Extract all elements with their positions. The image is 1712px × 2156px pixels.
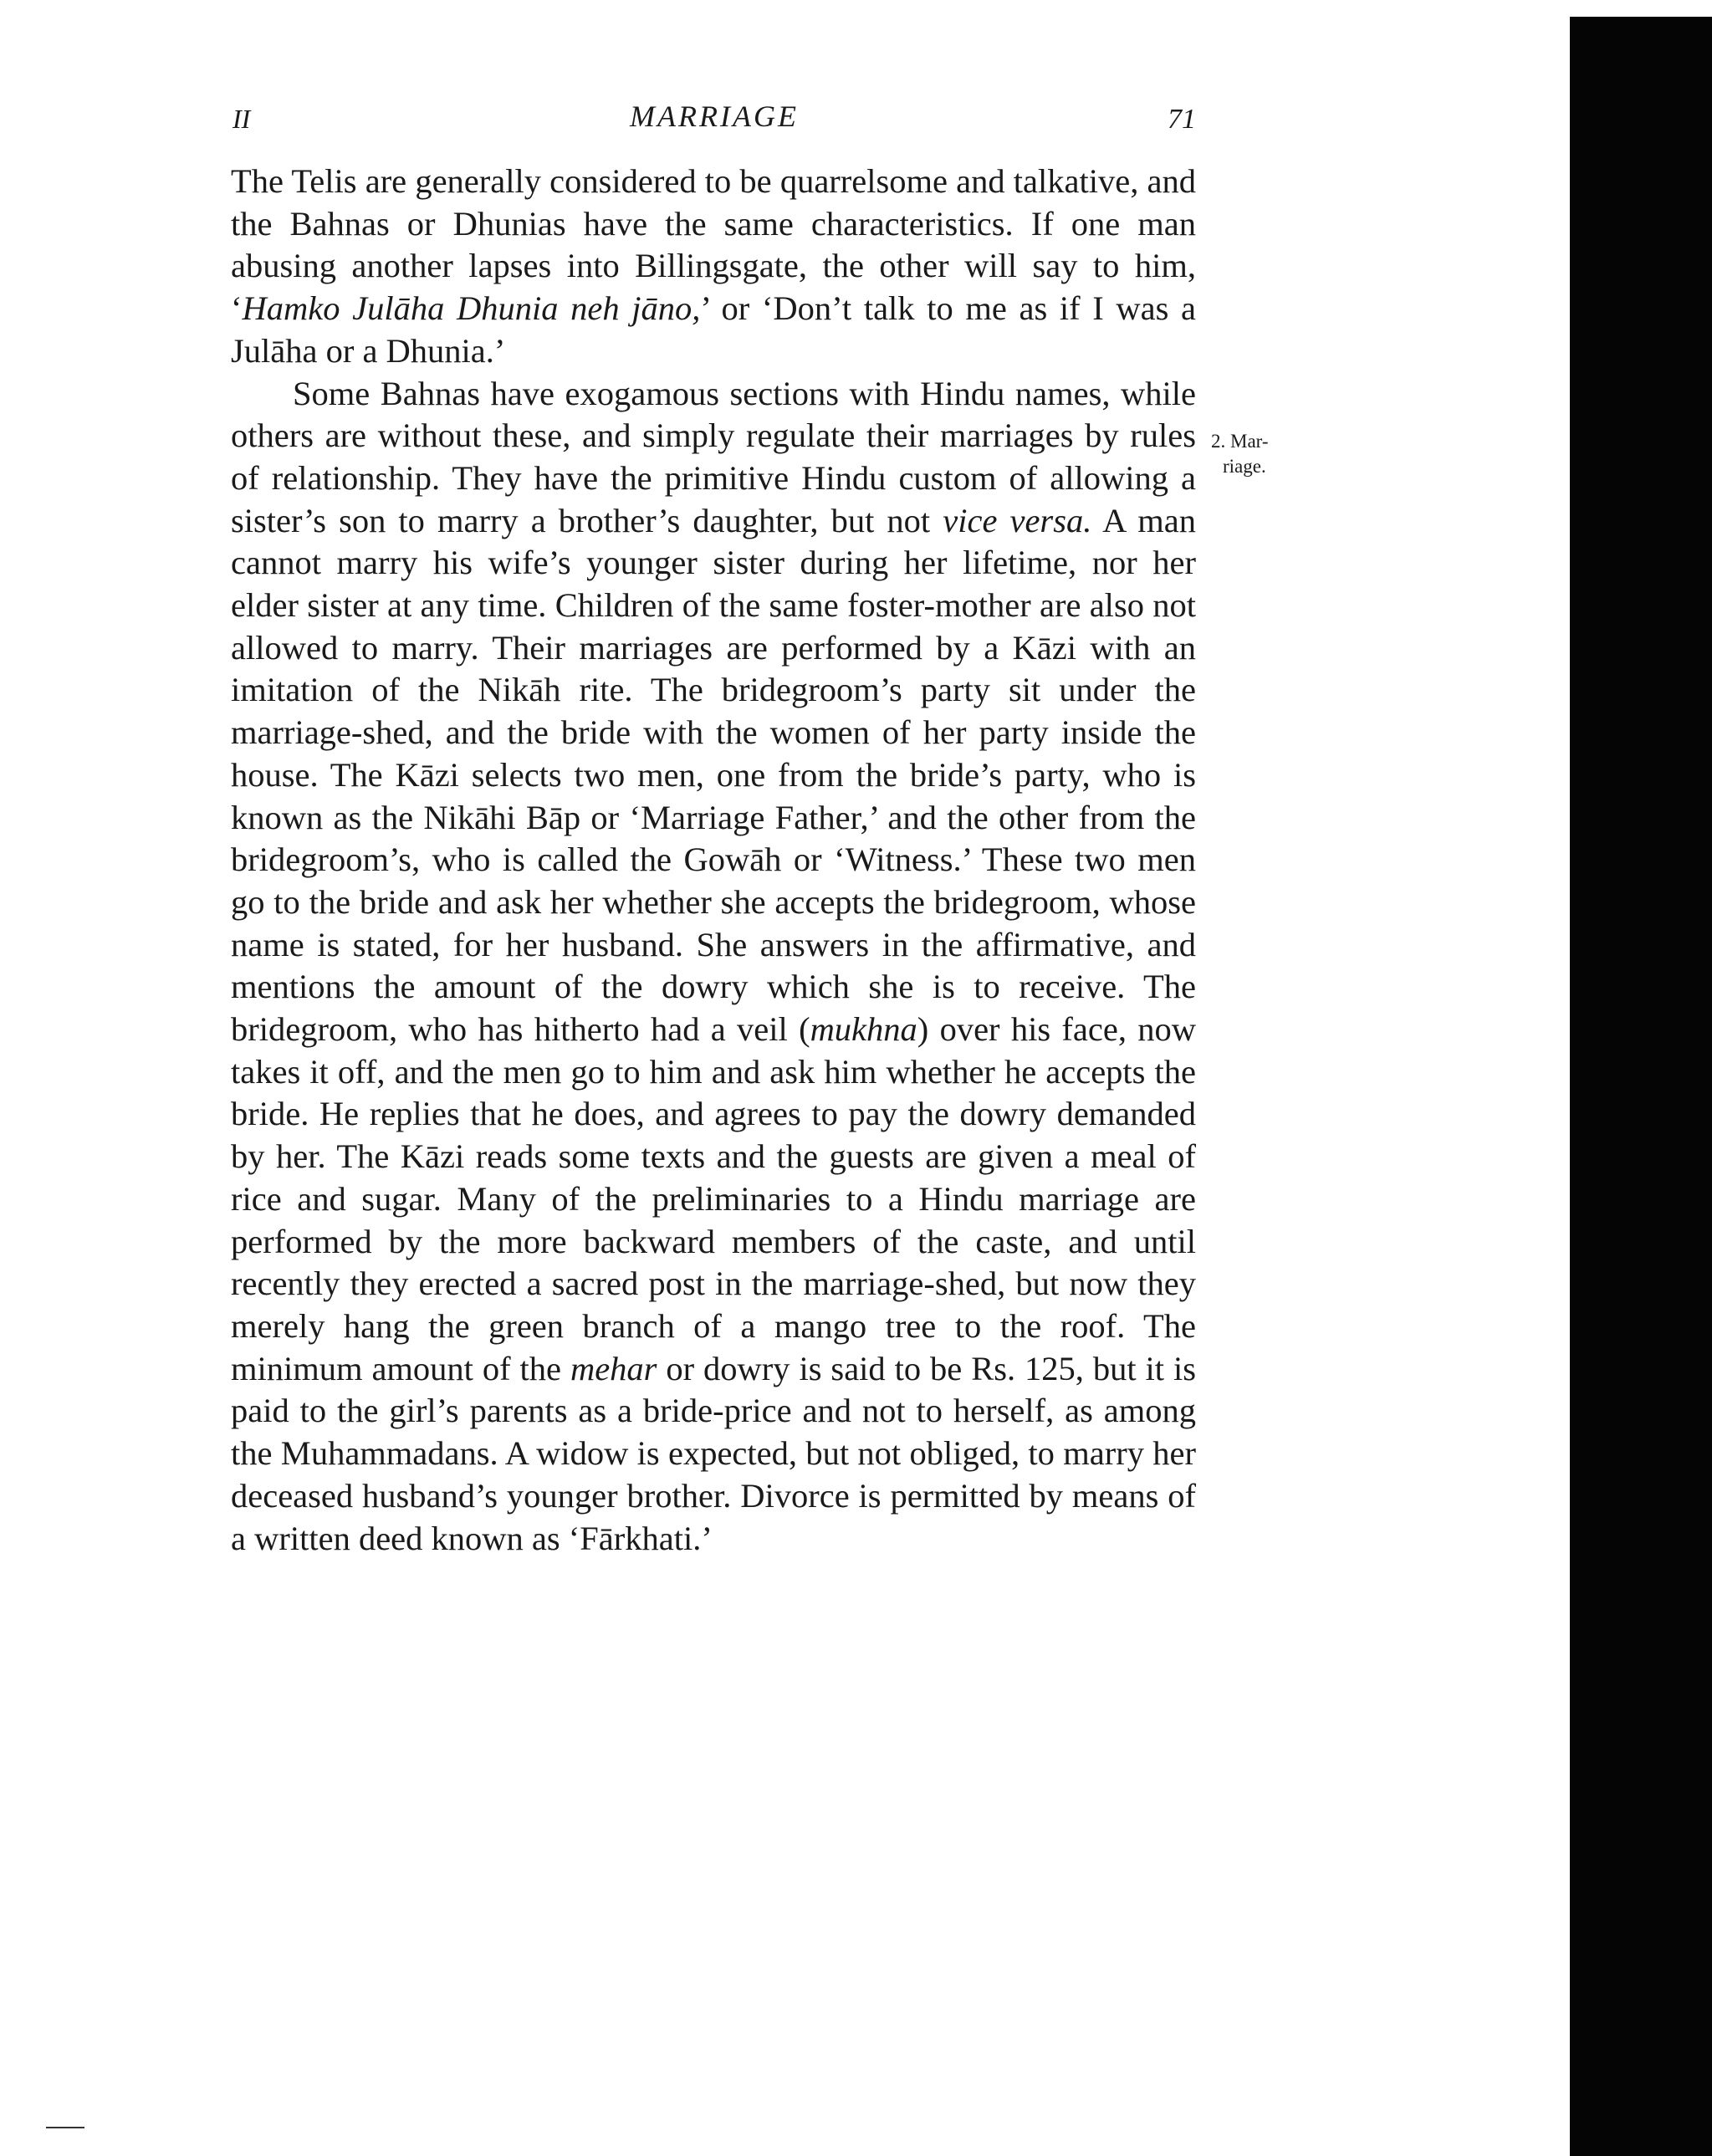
marginal-note-line: 2. Mar- [1211, 431, 1269, 452]
body-text [231, 161, 1196, 1560]
italic-term: vice versa. [943, 501, 1092, 539]
paragraph-text: ’ or ‘Don’t talk to me as if I was a Julāha or a Dhunia.’ [231, 289, 1196, 370]
paragraph-text: The Telis are generally considered to be quarrelsome and talkative, and the Bahnas or Dhunias have the same characteristics. If one man abusing another lapses into Billingsgate, the other will say to him, ‘ [231, 162, 1196, 328]
paragraph-marriage [231, 373, 1196, 1561]
marginal-note-line: riage. [1223, 456, 1266, 477]
page-number: 71 [1168, 104, 1196, 135]
chapter-number: II [233, 104, 251, 134]
running-title: MARRIAGE [630, 100, 799, 133]
italic-quote: Hamko Julāha Dhunia neh jāno, [242, 289, 701, 328]
paragraph-text: ) over his face, now takes it off, and the men go to him and ask him whether he accepts the bride. He replies that he does, and agrees to pay the dowry demanded by her. The Kāzi reads some texts and the guests are given a meal of rice and sugar. Many of the preliminaries to a Hindu marriage are performed by the more backward members of the caste, and until recently they erected a sacred post in the marriage-shed, but now they merely hang the green branch of a mango tree to the roof. The minimum amount of the [231, 1010, 1197, 1387]
italic-term: mukhna [810, 1010, 917, 1049]
paragraph-text: Some Bahnas have exogamous sections with Hindu names, while others are without these, and simply regulate their marriages by rules of relationship. They have the primitive Hindu custom of allowing a sister’s son to marry a brother’s daughter, but not [231, 374, 1196, 539]
paragraph-text: or dowry is said to be Rs. 125, but it is paid to the girl’s parents as a bride-price and not to herself, as among the Muhammadans. A widow is expected, but not obliged, to marry her deceased husband’s younger brother. Divorce is permitted by means of a written deed known as ‘Fārkhati.’ [231, 1349, 1196, 1557]
marginal-note [1211, 429, 1303, 479]
italic-term: mehar [570, 1349, 657, 1387]
page-edge-binding [1570, 17, 1712, 2156]
footer-rule [46, 2127, 84, 2128]
paragraph-text: A man cannot marry his wife’s younger sister during her lifetime, nor her elder sister at any time. Children of the same foster-mother are also not allowed to marry. Their marriages are performed by a Kāzi with an imitation of the Nikāh rite. The bridegroom’s party sit under the marriage-shed, and the bride with the women of her party inside the house. The Kāzi selects two men, one from the bride’s party, who is known as the Nikāhi Bāp or ‘Marriage Father,’ and the other from the bridegroom’s, who is called the Gowāh or ‘Witness.’ These two men go to the bride and ask her whether she accepts the bridegroom, whose name is stated, for her husband. She answers in the affirmative, and mentions the amount of the dowry which she is to receive. The bridegroom, who has hitherto had a veil ( [231, 501, 1196, 1049]
paragraph-telis [231, 161, 1196, 373]
page-header [233, 99, 1196, 149]
